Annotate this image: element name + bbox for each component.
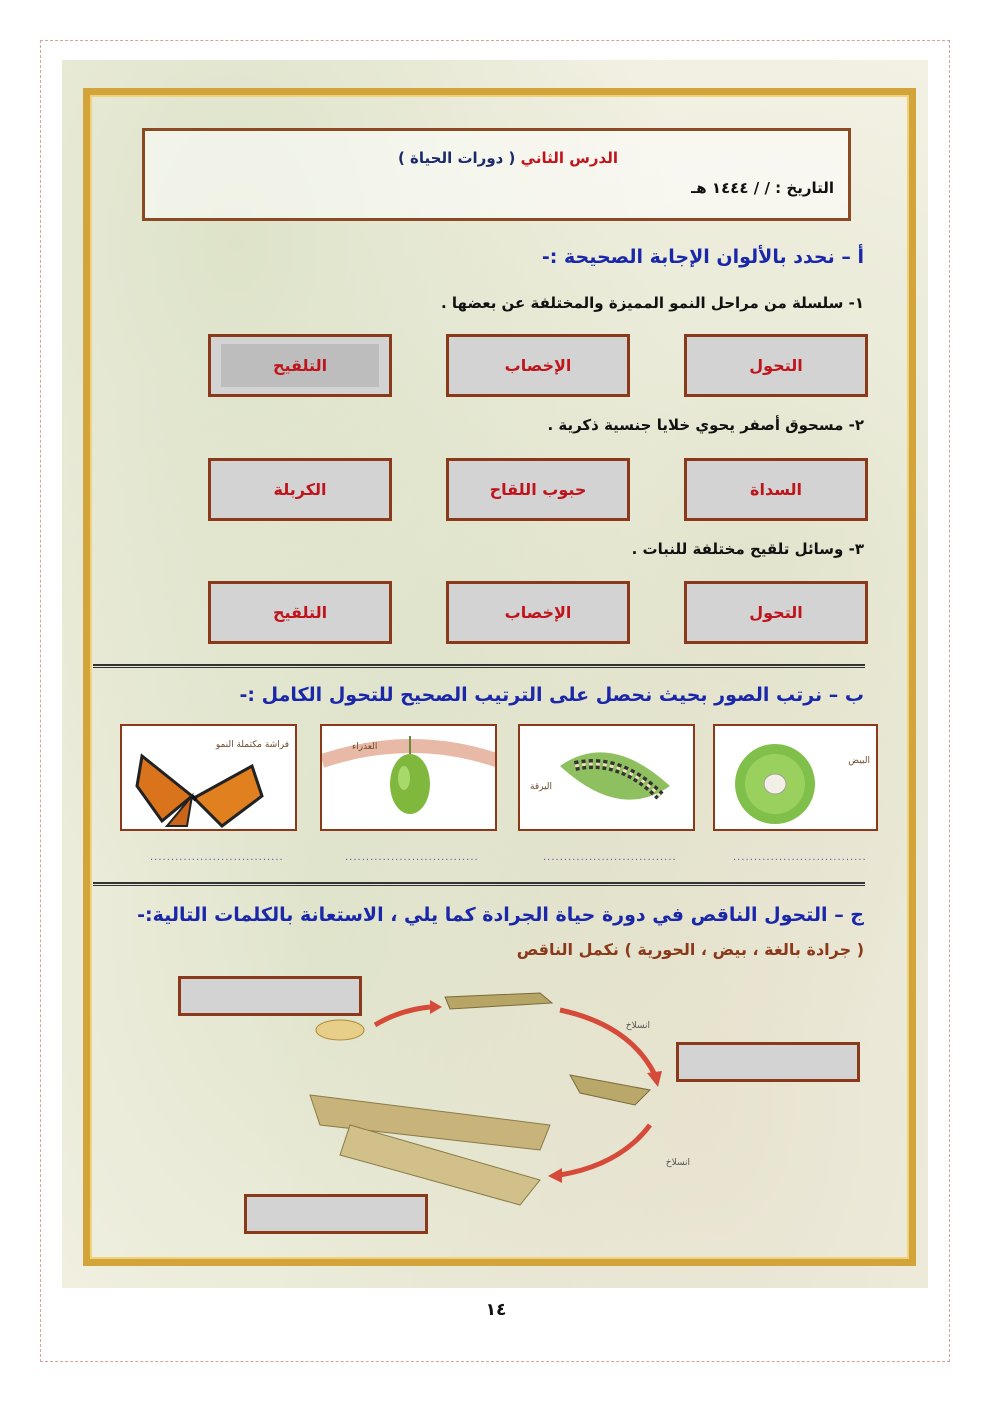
blank-egg-answer[interactable]	[244, 1194, 428, 1234]
blank-nymph-answer[interactable]	[676, 1042, 860, 1082]
question-3: ٣- وسائل تلقيح مختلفة للنبات .	[631, 540, 864, 558]
photo-larva-label: اليرقة	[530, 782, 553, 792]
section-divider-1	[93, 664, 865, 668]
photo-pupa[interactable]	[320, 724, 497, 831]
q2-choice-1[interactable]: السداة	[684, 458, 868, 521]
answer-dots-1[interactable]: ................................	[733, 852, 867, 863]
answer-dots-3[interactable]: ................................	[345, 852, 479, 863]
q1-choice-3[interactable]	[208, 334, 392, 397]
question-1: ١- سلسلة من مراحل النمو المميزة والمختلفة عن بعضها .	[441, 294, 864, 312]
q3-choice-3[interactable]: التلقيح	[208, 581, 392, 644]
locust-eggs	[316, 1020, 364, 1040]
diagram-label-molt-1: انسلاخ	[625, 1021, 650, 1031]
section-divider-2	[93, 882, 865, 886]
q2-choice-3[interactable]: الكربلة	[208, 458, 392, 521]
q1-choice-3-label: التلقيح	[221, 344, 379, 387]
q2-choice-2[interactable]: حبوب اللقاح	[446, 458, 630, 521]
photo-egg[interactable]	[713, 724, 878, 831]
diagram-label-molt-2: انسلاخ	[665, 1158, 690, 1168]
lesson-topic: ( دورات الحياة )	[397, 149, 516, 167]
pupa-illustration	[322, 726, 497, 831]
section-c-word-list: ( جرادة بالغة ، بيض ، الحورية ) نكمل الناقص	[516, 940, 864, 959]
answer-dots-4[interactable]: ................................	[150, 852, 284, 863]
section-c-heading: ج – التحول الناقص في دورة حياة الجرادة كما يلي ، الاستعانة بالكلمات التالية:-	[137, 904, 864, 926]
q3-choice-1[interactable]: التحول	[684, 581, 868, 644]
blank-adult-answer[interactable]	[178, 976, 362, 1016]
arrow-nymph-to-adult	[560, 1125, 650, 1175]
q3-choice-2[interactable]: الإخصاب	[446, 581, 630, 644]
section-b-heading: ب – نرتب الصور بحيث نحصل على الترتيب الصحيح للتحول الكامل :-	[239, 684, 864, 706]
section-a-heading: أ – نحدد بالألوان الإجابة الصحيحة :-	[541, 246, 864, 268]
q1-choice-2[interactable]: الإخصاب	[446, 334, 630, 397]
photo-butterfly-label: فراشة مكتملة النمو	[215, 740, 289, 750]
lesson-title	[398, 149, 618, 167]
photo-egg-label: البيض	[848, 756, 870, 766]
lesson-title-box	[142, 128, 851, 221]
answer-dots-2[interactable]: ................................	[543, 852, 677, 863]
locust-nymph-medium	[570, 1075, 650, 1105]
question-2: ٢- مسحوق أصفر يحوي خلايا جنسية ذكرية .	[547, 416, 864, 434]
date-line: التاريخ : / / ١٤٤٤ هـ	[691, 179, 834, 197]
arrow-egg-to-nymph	[375, 1007, 430, 1025]
egg-illustration	[715, 726, 878, 831]
q1-choice-1[interactable]: التحول	[684, 334, 868, 397]
larva-illustration	[520, 726, 695, 831]
page-number: ١٤	[485, 1300, 507, 1320]
arrow-nymph-to-nymph	[560, 1010, 655, 1075]
locust-nymph-small	[445, 993, 552, 1009]
photo-butterfly[interactable]	[120, 724, 297, 831]
photo-pupa-label: العذراء	[352, 742, 378, 752]
photo-larva[interactable]	[518, 724, 695, 831]
lesson-label: الدرس الثاني	[520, 149, 618, 167]
